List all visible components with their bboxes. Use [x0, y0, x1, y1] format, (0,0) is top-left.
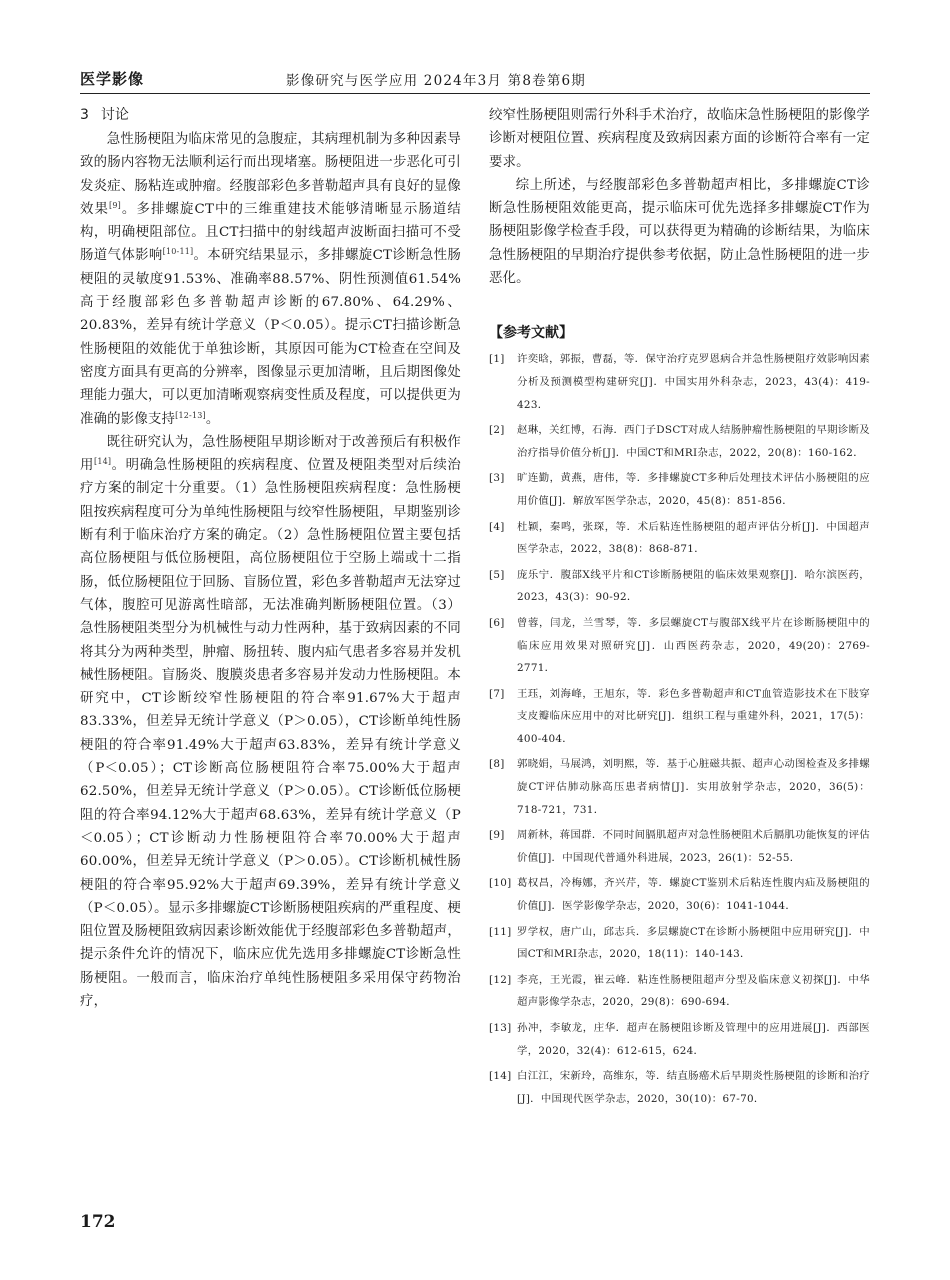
reference-item	[489, 969, 870, 1014]
reference-text: 庞乐宁．腹部X线平片和CT诊断肠梗阻的临床效果观察[J]．哈尔滨医药，2023，43(3)：90-92．	[517, 568, 870, 604]
paragraph-discussion-1	[80, 128, 461, 431]
reference-item	[489, 467, 870, 512]
reference-text: 葛权昌，冷梅娜，齐兴芹，等．螺旋CT鉴别术后粘连性腹内疝及肠梗阻的价值[J]．医学影像学杂志，2020，30(6)：1041-1044．	[517, 877, 870, 913]
reference-item	[489, 872, 870, 917]
reference-number: [11]	[489, 925, 512, 938]
reference-text: 曾蓉，闫龙，兰雪琴，等．多层螺旋CT与腹部X线平片在诊断肠梗阻中的临床应用效果对照研究[J]．山西医药杂志，2020，49(20)：2769-2771．	[517, 616, 870, 675]
reference-number: [5]	[489, 568, 505, 581]
reference-number: [3]	[489, 472, 505, 485]
left-column	[80, 104, 461, 1013]
reference-number: [1]	[489, 353, 505, 366]
journal-section-tag: 医学影像	[80, 70, 145, 88]
references-heading: 【参考文献】	[489, 325, 573, 342]
paragraph-discussion-2	[80, 431, 461, 1013]
reference-text: 孙冲，李敏龙，庄华．超声在肠梗阻诊断及管理中的应用进展[J]．西部医学，2020，32(4)：612-615，624．	[517, 1022, 870, 1057]
reference-number: [13]	[489, 1022, 512, 1034]
citation: [14]	[94, 457, 112, 467]
citation: [9]	[109, 200, 121, 210]
section-heading	[80, 104, 461, 127]
reference-item	[489, 612, 870, 680]
reference-text: 李亮，王光霞，崔云峰．粘连性肠梗阻超声分型及临床意义初探[J]．中华超声影像学杂志，2020，29(8)：690-694．	[517, 973, 870, 1009]
reference-text: 周新林，蒋国群．不同时间膈肌超声对急性肠梗阻术后膈肌功能恢复的评估价值[J]．中国现代普通外科进展，2023，26(1)：52-55．	[517, 829, 870, 864]
reference-text: 赵琳，关红博，石海．西门子DSCT对成人结肠肿瘤性肠梗阻的早期诊断及治疗指导价值分析[J]．中国CT和MRI杂志，2022，20(8)：160-162．	[517, 424, 870, 459]
reference-item	[489, 1017, 870, 1062]
section-title: 讨论	[100, 107, 129, 123]
reference-item	[489, 348, 870, 416]
text-run: 。本研究结果显示，多排螺旋CT诊断急性肠梗阻的灵敏度91.53%、准确率88.57%、阴性预测值61.54%高于经腹部彩色多普勒超声诊断的67.80%、64.29%、20.83%，差异有统计学意义（P＜0.05）。提示CT扫描诊断急性肠梗阻的效能优于单独诊断，其原因可能为CT检查在空间及密度方面具有更高的分辨率，图像显示更加清晰，且后期图像处理能力强大，可以更加清晰观察病变性质及程度，可以提供更为准确的影像支持	[80, 248, 461, 427]
text-run: 既往研究认为，急性肠梗阻早期诊断对于改善预后有积极作用	[80, 434, 461, 474]
text-run: 急性肠梗阻为临床常见的急腹症，其病理机制为多种因素导致的肠内容物无法顺利运行而出现堵塞。肠梗阻进一步恶化可引发炎症、肠粘连或肿瘤。经腹部彩色多普勒超声具有良好的显像效果	[80, 132, 461, 217]
reference-item	[489, 516, 870, 561]
page-number: 172	[80, 1212, 116, 1232]
text-run: 。多排螺旋CT中的三维重建技术能够清晰显示肠道结构，明确梗阻部位。且CT扫描中的射线超声波断面扫描可不受肠道气体影响	[80, 201, 461, 264]
reference-text: 旷连勤，黄燕，唐伟，等．多排螺旋CT多种后处理技术评估小肠梗阻的应用价值[J]．解放军医学杂志，2020，45(8)：851-856．	[517, 472, 870, 507]
citation: [12-13]	[175, 410, 206, 420]
right-column	[489, 104, 870, 1113]
journal-info: 影像研究与医学应用 2024年3月 第8卷第6期	[286, 73, 587, 89]
reference-item	[489, 683, 870, 751]
reference-number: [8]	[489, 758, 505, 771]
reference-number: [7]	[489, 687, 505, 700]
reference-number: [12]	[489, 973, 512, 986]
reference-item	[489, 564, 870, 609]
reference-number: [9]	[489, 829, 505, 842]
reference-item	[489, 824, 870, 869]
reference-number: [10]	[489, 877, 512, 890]
reference-number: [6]	[489, 616, 505, 629]
reference-item	[489, 419, 870, 464]
text-run: 。	[205, 411, 220, 427]
reference-text: 罗学权，唐广山，邱志兵．多层螺旋CT在诊断小肠梗阻中应用研究[J]．中国CT和MRI杂志，2020，18(11)：140-143．	[517, 925, 870, 961]
page-header	[80, 68, 870, 90]
reference-item	[489, 921, 870, 966]
reference-text: 王珏，刘海峰，王旭东，等．彩色多普勒超声和CT血管造影技术在下肢穿支皮瓣临床应用中的对比研究[J]．组织工程与重建外科，2021，17(5)：400-404．	[517, 687, 870, 745]
reference-number: [2]	[489, 424, 505, 437]
reference-text: 郭晓娟，马展鸿，刘明熙，等．基于心脏磁共振、超声心动图检查及多排螺旋CT评估肺动脉高压患者病情[J]．实用放射学杂志，2020，36(5)：718-721，731．	[517, 758, 870, 816]
reference-number: [14]	[489, 1070, 512, 1083]
header-divider	[80, 93, 870, 94]
citation: [10-11]	[162, 247, 194, 257]
reference-text: 许奕晗，郭振，曹磊，等．保守治疗克罗恩病合并急性肠梗阻疗效影响因素分析及预测模型构建研究[J]．中国实用外科杂志，2023，43(4)：419-423．	[517, 353, 870, 411]
paragraph-conclusion: 综上所述，与经腹部彩色多普勒超声相比，多排螺旋CT诊断急性肠梗阻效能更高，提示临床可优先选择多排螺旋CT作为肠梗阻影像学检查手段，可以获得更为精确的诊断结果，为临床急性肠梗阻的早期治疗提供参考依据，防止急性肠梗阻的进一步恶化。	[489, 177, 870, 287]
section-number: 3	[80, 107, 89, 123]
text-run: 。明确急性肠梗阻的疾病程度、位置及梗阻类型对后续治疗方案的制定十分重要。（1）急性肠梗阻疾病程度：急性肠梗阻按疾病程度可分为单纯性肠梗阻与绞窄性肠梗阻，早期鉴别诊断有利于临床治疗方案的确定。（2）急性肠梗阻位置主要包括高位肠梗阻与低位肠梗阻，高位肠梗阻位于空肠上端或十二指肠，低位肠梗阻位于回肠、盲肠位置，彩色多普勒超声无法穿过气体，腹腔可见游离性暗部，无法准确判断肠梗阻位置。（3）急性肠梗阻类型分为机械性与动力性两种，基于致病因素的不同将其分为两种类型，肿瘤、肠扭转、腹内疝气患者多容易并发机械性肠梗阻。盲肠炎、腹膜炎患者多容易并发动力性肠梗阻。本研究中，CT诊断绞窄性肠梗阻的符合率91.67%大于超声83.33%，但差异无统计学意义（P＞0.05），CT诊断单纯性肠梗阻的符合率91.49%大于超声63.83%，差异有统计学意义（P＜0.05）；CT诊断高位肠梗阻符合率75.00%大于超声62.50%，但差异无统计学意义（P＞0.05）。CT诊断低位肠梗阻的符合率94.12%大于超声68.63%，差异有统计学意义（P＜0.05）；CT诊断动力性肠梗阻符合率70.00%大于超声60.00%，但差异无统计学意义（P＞0.05）。CT诊断机械性肠梗阻的符合率95.92%大于超声69.39%，差异有统计学意义（P＜0.05）。显示多排螺旋CT诊断肠梗阻疾病的严重程度、梗阻位置及肠梗阻致病因素诊断效能优于经腹部彩色多普勒超声，提示条件允许的情况下，临床应优先选用多排螺旋CT诊断急性肠梗阻。一般而言，临床治疗单纯性肠梗阻多采用保守药物治疗，	[80, 458, 462, 1009]
reference-text: 杜颖，秦鸣，张琛，等．术后粘连性肠梗阻的超声评估分析[J]．中国超声医学杂志，2022，38(8)：868-871．	[517, 520, 870, 556]
reference-item	[489, 753, 870, 821]
reference-item	[489, 1065, 870, 1110]
reference-list	[489, 348, 870, 1110]
paragraph-continued: 绞窄性肠梗阻则需行外科手术治疗，故临床急性肠梗阻的影像学诊断对梗阻位置、疾病程度及致病因素方面的诊断符合率有一定要求。	[489, 108, 870, 170]
reference-number: [4]	[489, 520, 505, 533]
reference-text: 白江江，宋新玲，高维东，等．结直肠癌术后早期炎性肠梗阻的诊断和治疗[J]．中国现代医学杂志，2020，30(10)：67-70．	[517, 1070, 870, 1105]
